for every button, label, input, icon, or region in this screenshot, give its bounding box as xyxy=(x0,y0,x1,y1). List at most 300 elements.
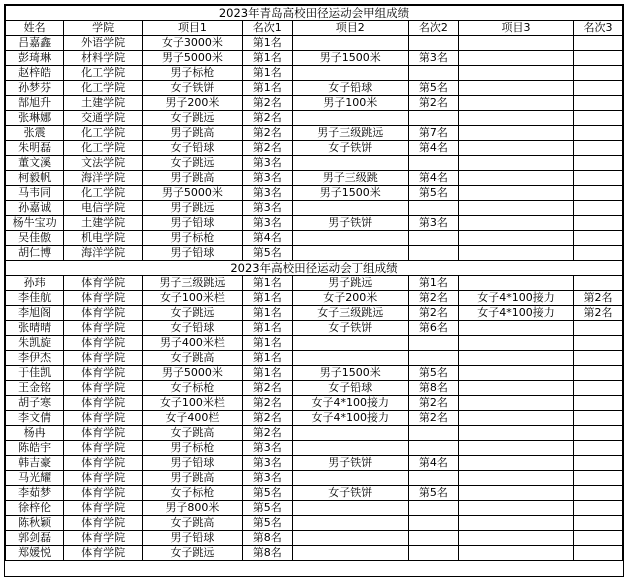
rank2-cell[interactable]: 第4名 xyxy=(408,456,458,471)
rank2-cell[interactable] xyxy=(408,531,458,546)
rank3-cell[interactable] xyxy=(574,66,623,81)
rank3-cell[interactable] xyxy=(574,441,623,456)
rank1-cell[interactable]: 第1名 xyxy=(242,276,292,291)
rank1-cell[interactable]: 第3名 xyxy=(242,471,292,486)
college-cell[interactable]: 海洋学院 xyxy=(64,171,143,186)
rank2-cell[interactable] xyxy=(408,36,458,51)
rank1-cell[interactable]: 第3名 xyxy=(242,216,292,231)
rank3-cell[interactable] xyxy=(574,336,623,351)
event2-cell[interactable]: 女子4*100接力 xyxy=(292,396,408,411)
event1-cell[interactable]: 男子标枪 xyxy=(143,441,243,456)
event2-cell[interactable]: 男子1500米 xyxy=(292,366,408,381)
rank2-cell[interactable]: 第7名 xyxy=(408,126,458,141)
name-cell[interactable]: 韩吉豪 xyxy=(6,456,64,471)
event3-cell[interactable] xyxy=(458,531,573,546)
rank2-cell[interactable] xyxy=(408,201,458,216)
college-cell[interactable]: 体育学院 xyxy=(64,441,143,456)
name-cell[interactable]: 郑媛悦 xyxy=(6,546,64,561)
rank3-cell[interactable] xyxy=(574,516,623,531)
table-row xyxy=(6,216,623,231)
rank3-cell[interactable] xyxy=(574,456,623,471)
name-cell[interactable]: 张震 xyxy=(6,126,64,141)
rank1-cell[interactable]: 第1名 xyxy=(242,321,292,336)
name-cell[interactable]: 陈皓宇 xyxy=(6,441,64,456)
event1-cell[interactable]: 女子跳远 xyxy=(143,111,243,126)
event1-cell[interactable]: 男子铅球 xyxy=(143,216,243,231)
event3-cell[interactable] xyxy=(458,66,573,81)
event2-cell[interactable] xyxy=(292,336,408,351)
column-header-rank1[interactable]: 名次1 xyxy=(242,21,292,36)
rank2-cell[interactable]: 第2名 xyxy=(408,396,458,411)
rank2-cell[interactable]: 第4名 xyxy=(408,141,458,156)
college-cell[interactable]: 体育学院 xyxy=(64,471,143,486)
college-cell[interactable]: 机电学院 xyxy=(64,231,143,246)
college-cell[interactable]: 体育学院 xyxy=(64,366,143,381)
college-cell[interactable]: 体育学院 xyxy=(64,531,143,546)
event2-cell[interactable]: 女子三级跳远 xyxy=(292,306,408,321)
rank3-cell[interactable] xyxy=(574,486,623,501)
rank3-cell[interactable] xyxy=(574,321,623,336)
event1-cell[interactable]: 女子铅球 xyxy=(143,141,243,156)
rank2-cell[interactable] xyxy=(408,516,458,531)
rank3-cell[interactable] xyxy=(574,96,623,111)
college-cell[interactable]: 体育学院 xyxy=(64,411,143,426)
rank3-cell[interactable] xyxy=(574,426,623,441)
rank2-cell[interactable] xyxy=(408,111,458,126)
rank2-cell[interactable]: 第5名 xyxy=(408,186,458,201)
event1-cell[interactable]: 男子跳高 xyxy=(143,171,243,186)
college-cell[interactable]: 土建学院 xyxy=(64,96,143,111)
table-row xyxy=(6,351,623,366)
rank2-cell[interactable]: 第2名 xyxy=(408,291,458,306)
rank1-cell[interactable]: 第3名 xyxy=(242,201,292,216)
event3-cell[interactable]: 女子4*100接力 xyxy=(458,306,573,321)
name-cell[interactable]: 董文溪 xyxy=(6,156,64,171)
rank1-cell[interactable]: 第1名 xyxy=(242,336,292,351)
column-header-rank2[interactable]: 名次2 xyxy=(408,21,458,36)
event3-cell[interactable] xyxy=(458,246,573,261)
event1-cell[interactable]: 女子铅球 xyxy=(143,321,243,336)
name-cell[interactable]: 李旭阁 xyxy=(6,306,64,321)
rank3-cell[interactable] xyxy=(574,216,623,231)
event3-cell[interactable] xyxy=(458,321,573,336)
event1-cell[interactable]: 男子跳高 xyxy=(143,471,243,486)
event2-cell[interactable] xyxy=(292,201,408,216)
rank3-cell[interactable] xyxy=(574,381,623,396)
event2-cell[interactable] xyxy=(292,546,408,561)
section-title[interactable]: 2023年青岛高校田径运动会甲组成绩 xyxy=(6,6,623,21)
rank1-cell[interactable]: 第1名 xyxy=(242,66,292,81)
rank2-cell[interactable]: 第3名 xyxy=(408,51,458,66)
section-title-row xyxy=(6,6,623,21)
college-cell[interactable]: 化工学院 xyxy=(64,186,143,201)
event1-cell[interactable]: 男子标枪 xyxy=(143,66,243,81)
event2-cell[interactable]: 女子铁饼 xyxy=(292,321,408,336)
event1-cell[interactable]: 女子跳远 xyxy=(143,546,243,561)
spreadsheet-sheet xyxy=(4,4,624,577)
column-header-event3[interactable]: 项目3 xyxy=(458,21,573,36)
event3-cell[interactable] xyxy=(458,441,573,456)
table-row xyxy=(6,336,623,351)
event1-cell[interactable]: 女子跳高 xyxy=(143,516,243,531)
rank1-cell[interactable]: 第5名 xyxy=(242,246,292,261)
name-cell[interactable]: 杨牛宝功 xyxy=(6,216,64,231)
event1-cell[interactable]: 女子3000米 xyxy=(143,36,243,51)
event3-cell[interactable] xyxy=(458,276,573,291)
name-cell[interactable]: 李伊杰 xyxy=(6,351,64,366)
rank1-cell[interactable]: 第1名 xyxy=(242,36,292,51)
college-cell[interactable]: 体育学院 xyxy=(64,396,143,411)
table-row xyxy=(6,366,623,381)
college-cell[interactable]: 体育学院 xyxy=(64,426,143,441)
rank2-cell[interactable] xyxy=(408,156,458,171)
rank3-cell[interactable] xyxy=(574,51,623,66)
event2-cell[interactable]: 女子铁饼 xyxy=(292,486,408,501)
rank3-cell[interactable] xyxy=(574,531,623,546)
event3-cell[interactable] xyxy=(458,411,573,426)
rank2-cell[interactable] xyxy=(408,441,458,456)
name-cell[interactable]: 陈秋颖 xyxy=(6,516,64,531)
name-cell[interactable]: 张琳娜 xyxy=(6,111,64,126)
event3-cell[interactable] xyxy=(458,366,573,381)
event2-cell[interactable]: 男子铁饼 xyxy=(292,216,408,231)
rank1-cell[interactable]: 第2名 xyxy=(242,141,292,156)
event3-cell[interactable] xyxy=(458,171,573,186)
rank2-cell[interactable] xyxy=(408,246,458,261)
event2-cell[interactable] xyxy=(292,441,408,456)
event3-cell[interactable] xyxy=(458,336,573,351)
name-cell[interactable]: 孙玮 xyxy=(6,276,64,291)
rank2-cell[interactable]: 第6名 xyxy=(408,321,458,336)
college-cell[interactable]: 海洋学院 xyxy=(64,246,143,261)
event2-cell[interactable] xyxy=(292,231,408,246)
event1-cell[interactable]: 男子跳远 xyxy=(143,201,243,216)
table-row xyxy=(6,411,623,426)
event1-cell[interactable]: 女子跳远 xyxy=(143,306,243,321)
rank2-cell[interactable]: 第5名 xyxy=(408,81,458,96)
rank1-cell[interactable]: 第8名 xyxy=(242,546,292,561)
event3-cell[interactable] xyxy=(458,516,573,531)
rank1-cell[interactable]: 第2名 xyxy=(242,411,292,426)
name-cell[interactable]: 李茹梦 xyxy=(6,486,64,501)
event2-cell[interactable] xyxy=(292,501,408,516)
rank2-cell[interactable] xyxy=(408,231,458,246)
event3-cell[interactable] xyxy=(458,351,573,366)
event2-cell[interactable]: 女子铅球 xyxy=(292,81,408,96)
event1-cell[interactable]: 女子标枪 xyxy=(143,381,243,396)
event1-cell[interactable]: 男子5000米 xyxy=(143,366,243,381)
table-body xyxy=(6,6,623,561)
college-cell[interactable]: 体育学院 xyxy=(64,336,143,351)
table-row xyxy=(6,141,623,156)
rank2-cell[interactable] xyxy=(408,336,458,351)
event2-cell[interactable]: 男子1500米 xyxy=(292,51,408,66)
college-cell[interactable]: 体育学院 xyxy=(64,486,143,501)
event1-cell[interactable]: 女子100米栏 xyxy=(143,291,243,306)
college-cell[interactable]: 电信学院 xyxy=(64,201,143,216)
event3-cell[interactable] xyxy=(458,111,573,126)
event3-cell[interactable] xyxy=(458,81,573,96)
college-cell[interactable]: 化工学院 xyxy=(64,81,143,96)
name-cell[interactable]: 彭琦琳 xyxy=(6,51,64,66)
rank1-cell[interactable]: 第5名 xyxy=(242,486,292,501)
rank2-cell[interactable] xyxy=(408,471,458,486)
name-cell[interactable]: 孙嘉诚 xyxy=(6,201,64,216)
rank1-cell[interactable]: 第2名 xyxy=(242,111,292,126)
rank3-cell[interactable] xyxy=(574,171,623,186)
rank2-cell[interactable]: 第2名 xyxy=(408,411,458,426)
event3-cell[interactable] xyxy=(458,96,573,111)
event1-cell[interactable]: 女子100米栏 xyxy=(143,396,243,411)
name-cell[interactable]: 胡子寒 xyxy=(6,396,64,411)
rank3-cell[interactable] xyxy=(574,141,623,156)
event1-cell[interactable]: 女子标枪 xyxy=(143,486,243,501)
event3-cell[interactable] xyxy=(458,426,573,441)
event1-cell[interactable]: 男子400米栏 xyxy=(143,336,243,351)
event2-cell[interactable]: 女子铁饼 xyxy=(292,141,408,156)
rank2-cell[interactable]: 第5名 xyxy=(408,486,458,501)
event1-cell[interactable]: 男子800米 xyxy=(143,501,243,516)
event1-cell[interactable]: 男子5000米 xyxy=(143,51,243,66)
college-cell[interactable]: 化工学院 xyxy=(64,141,143,156)
name-cell[interactable]: 吕嘉鑫 xyxy=(6,36,64,51)
event2-cell[interactable]: 男子跳远 xyxy=(292,276,408,291)
rank2-cell[interactable] xyxy=(408,66,458,81)
rank2-cell[interactable] xyxy=(408,501,458,516)
event1-cell[interactable]: 男子铅球 xyxy=(143,246,243,261)
college-cell[interactable]: 体育学院 xyxy=(64,546,143,561)
name-cell[interactable]: 赵梓皓 xyxy=(6,66,64,81)
name-cell[interactable]: 杨冉 xyxy=(6,426,64,441)
table-row xyxy=(6,36,623,51)
rank2-cell[interactable]: 第4名 xyxy=(408,171,458,186)
column-header-name[interactable]: 姓名 xyxy=(6,21,64,36)
event3-cell[interactable] xyxy=(458,231,573,246)
event2-cell[interactable] xyxy=(292,516,408,531)
event1-cell[interactable]: 女子跳远 xyxy=(143,156,243,171)
table-row xyxy=(6,126,623,141)
college-cell[interactable]: 体育学院 xyxy=(64,516,143,531)
rank3-cell[interactable] xyxy=(574,231,623,246)
college-cell[interactable]: 体育学院 xyxy=(64,456,143,471)
event3-cell[interactable] xyxy=(458,186,573,201)
event2-cell[interactable] xyxy=(292,66,408,81)
college-cell[interactable]: 外语学院 xyxy=(64,36,143,51)
event1-cell[interactable]: 男子三级跳远 xyxy=(143,276,243,291)
rank3-cell[interactable] xyxy=(574,276,623,291)
event1-cell[interactable]: 男子5000米 xyxy=(143,186,243,201)
event3-cell[interactable] xyxy=(458,471,573,486)
event2-cell[interactable]: 男子三级跳 xyxy=(292,171,408,186)
column-header-event2[interactable]: 项目2 xyxy=(292,21,408,36)
event2-cell[interactable] xyxy=(292,36,408,51)
event1-cell[interactable]: 男子跳高 xyxy=(143,126,243,141)
rank1-cell[interactable]: 第1名 xyxy=(242,81,292,96)
rank1-cell[interactable]: 第8名 xyxy=(242,531,292,546)
rank3-cell[interactable]: 第2名 xyxy=(574,291,623,306)
rank3-cell[interactable] xyxy=(574,126,623,141)
rank3-cell[interactable] xyxy=(574,501,623,516)
name-cell[interactable]: 吴佳傲 xyxy=(6,231,64,246)
name-cell[interactable]: 朱明磊 xyxy=(6,141,64,156)
rank1-cell[interactable]: 第4名 xyxy=(242,231,292,246)
college-cell[interactable]: 体育学院 xyxy=(64,501,143,516)
event3-cell[interactable] xyxy=(458,456,573,471)
name-cell[interactable]: 张晴晴 xyxy=(6,321,64,336)
event3-cell[interactable] xyxy=(458,216,573,231)
rank3-cell[interactable] xyxy=(574,186,623,201)
event3-cell[interactable] xyxy=(458,141,573,156)
rank1-cell[interactable]: 第3名 xyxy=(242,441,292,456)
event3-cell[interactable] xyxy=(458,201,573,216)
rank1-cell[interactable]: 第5名 xyxy=(242,501,292,516)
event2-cell[interactable] xyxy=(292,246,408,261)
event2-cell[interactable]: 男子铁饼 xyxy=(292,456,408,471)
rank1-cell[interactable]: 第3名 xyxy=(242,171,292,186)
name-cell[interactable]: 马光耀 xyxy=(6,471,64,486)
rank1-cell[interactable]: 第3名 xyxy=(242,456,292,471)
table-row xyxy=(6,501,623,516)
event2-cell[interactable] xyxy=(292,471,408,486)
college-cell[interactable]: 化工学院 xyxy=(64,66,143,81)
rank2-cell[interactable] xyxy=(408,351,458,366)
table-row xyxy=(6,276,623,291)
rank3-cell[interactable] xyxy=(574,36,623,51)
event3-cell[interactable]: 女子4*100接力 xyxy=(458,291,573,306)
table-row xyxy=(6,291,623,306)
event2-cell[interactable]: 女子铅球 xyxy=(292,381,408,396)
column-header-event1[interactable]: 项目1 xyxy=(143,21,243,36)
event3-cell[interactable] xyxy=(458,156,573,171)
rank2-cell[interactable]: 第3名 xyxy=(408,216,458,231)
event3-cell[interactable] xyxy=(458,546,573,561)
event2-cell[interactable] xyxy=(292,426,408,441)
rank1-cell[interactable]: 第3名 xyxy=(242,156,292,171)
event2-cell[interactable] xyxy=(292,351,408,366)
college-cell[interactable]: 文法学院 xyxy=(64,156,143,171)
college-cell[interactable]: 体育学院 xyxy=(64,351,143,366)
rank2-cell[interactable]: 第2名 xyxy=(408,96,458,111)
name-cell[interactable]: 胡仁博 xyxy=(6,246,64,261)
rank2-cell[interactable] xyxy=(408,426,458,441)
name-cell[interactable]: 李文倩 xyxy=(6,411,64,426)
table-row xyxy=(6,396,623,411)
event3-cell[interactable] xyxy=(458,486,573,501)
rank1-cell[interactable]: 第1名 xyxy=(242,306,292,321)
rank2-cell[interactable]: 第8名 xyxy=(408,381,458,396)
rank3-cell[interactable] xyxy=(574,366,623,381)
event3-cell[interactable] xyxy=(458,126,573,141)
event1-cell[interactable]: 女子铁饼 xyxy=(143,81,243,96)
event3-cell[interactable] xyxy=(458,396,573,411)
name-cell[interactable]: 王金铭 xyxy=(6,381,64,396)
event3-cell[interactable] xyxy=(458,51,573,66)
rank1-cell[interactable]: 第2名 xyxy=(242,126,292,141)
college-cell[interactable]: 体育学院 xyxy=(64,381,143,396)
event2-cell[interactable]: 女子4*100接力 xyxy=(292,411,408,426)
rank3-cell[interactable] xyxy=(574,396,623,411)
event2-cell[interactable]: 女子200米 xyxy=(292,291,408,306)
college-cell[interactable]: 体育学院 xyxy=(64,276,143,291)
college-cell[interactable]: 交通学院 xyxy=(64,111,143,126)
name-cell[interactable]: 柯毅帆 xyxy=(6,171,64,186)
event3-cell[interactable] xyxy=(458,36,573,51)
event1-cell[interactable]: 男子铅球 xyxy=(143,456,243,471)
rank1-cell[interactable]: 第3名 xyxy=(242,186,292,201)
rank3-cell[interactable] xyxy=(574,411,623,426)
rank3-cell[interactable] xyxy=(574,111,623,126)
table-row xyxy=(6,186,623,201)
event1-cell[interactable]: 男子标枪 xyxy=(143,231,243,246)
rank3-cell[interactable] xyxy=(574,246,623,261)
rank3-cell[interactable] xyxy=(574,546,623,561)
rank2-cell[interactable]: 第5名 xyxy=(408,366,458,381)
college-cell[interactable]: 体育学院 xyxy=(64,306,143,321)
rank1-cell[interactable]: 第2名 xyxy=(242,426,292,441)
table-row xyxy=(6,171,623,186)
column-header-rank3[interactable]: 名次3 xyxy=(574,21,623,36)
rank3-cell[interactable] xyxy=(574,471,623,486)
college-cell[interactable]: 材料学院 xyxy=(64,51,143,66)
rank2-cell[interactable]: 第2名 xyxy=(408,306,458,321)
name-cell[interactable]: 李佳航 xyxy=(6,291,64,306)
rank1-cell[interactable]: 第5名 xyxy=(242,516,292,531)
rank1-cell[interactable]: 第1名 xyxy=(242,351,292,366)
event2-cell[interactable] xyxy=(292,111,408,126)
name-cell[interactable]: 朱凯旋 xyxy=(6,336,64,351)
event3-cell[interactable] xyxy=(458,381,573,396)
rank2-cell[interactable] xyxy=(408,546,458,561)
section-title[interactable]: 2023年高校田径运动会丁组成绩 xyxy=(6,261,623,276)
event1-cell[interactable]: 女子400栏 xyxy=(143,411,243,426)
college-cell[interactable]: 体育学院 xyxy=(64,321,143,336)
event1-cell[interactable]: 女子跳高 xyxy=(143,426,243,441)
college-cell[interactable]: 体育学院 xyxy=(64,291,143,306)
rank3-cell[interactable] xyxy=(574,351,623,366)
event1-cell[interactable]: 男子铅球 xyxy=(143,531,243,546)
table-row xyxy=(6,156,623,171)
rank3-cell[interactable] xyxy=(574,201,623,216)
event2-cell[interactable]: 男子100米 xyxy=(292,96,408,111)
rank3-cell[interactable]: 第2名 xyxy=(574,306,623,321)
rank1-cell[interactable]: 第2名 xyxy=(242,96,292,111)
event2-cell[interactable] xyxy=(292,156,408,171)
name-cell[interactable]: 马韦同 xyxy=(6,186,64,201)
name-cell[interactable]: 于佳凯 xyxy=(6,366,64,381)
event1-cell[interactable]: 男子200米 xyxy=(143,96,243,111)
name-cell[interactable]: 郭剑磊 xyxy=(6,531,64,546)
college-cell[interactable]: 化工学院 xyxy=(64,126,143,141)
rank1-cell[interactable]: 第1名 xyxy=(242,291,292,306)
name-cell[interactable]: 徐梓伦 xyxy=(6,501,64,516)
event1-cell[interactable]: 女子跳高 xyxy=(143,351,243,366)
column-header-college[interactable]: 学院 xyxy=(64,21,143,36)
rank1-cell[interactable]: 第1名 xyxy=(242,51,292,66)
rank1-cell[interactable]: 第1名 xyxy=(242,366,292,381)
name-cell[interactable]: 郜旭升 xyxy=(6,96,64,111)
rank1-cell[interactable]: 第2名 xyxy=(242,396,292,411)
rank3-cell[interactable] xyxy=(574,156,623,171)
event2-cell[interactable] xyxy=(292,531,408,546)
rank3-cell[interactable] xyxy=(574,81,623,96)
college-cell[interactable]: 土建学院 xyxy=(64,216,143,231)
event2-cell[interactable]: 男子三级跳远 xyxy=(292,126,408,141)
event2-cell[interactable]: 男子1500米 xyxy=(292,186,408,201)
event3-cell[interactable] xyxy=(458,501,573,516)
rank1-cell[interactable]: 第2名 xyxy=(242,381,292,396)
name-cell[interactable]: 孙梦芬 xyxy=(6,81,64,96)
rank2-cell[interactable]: 第1名 xyxy=(408,276,458,291)
